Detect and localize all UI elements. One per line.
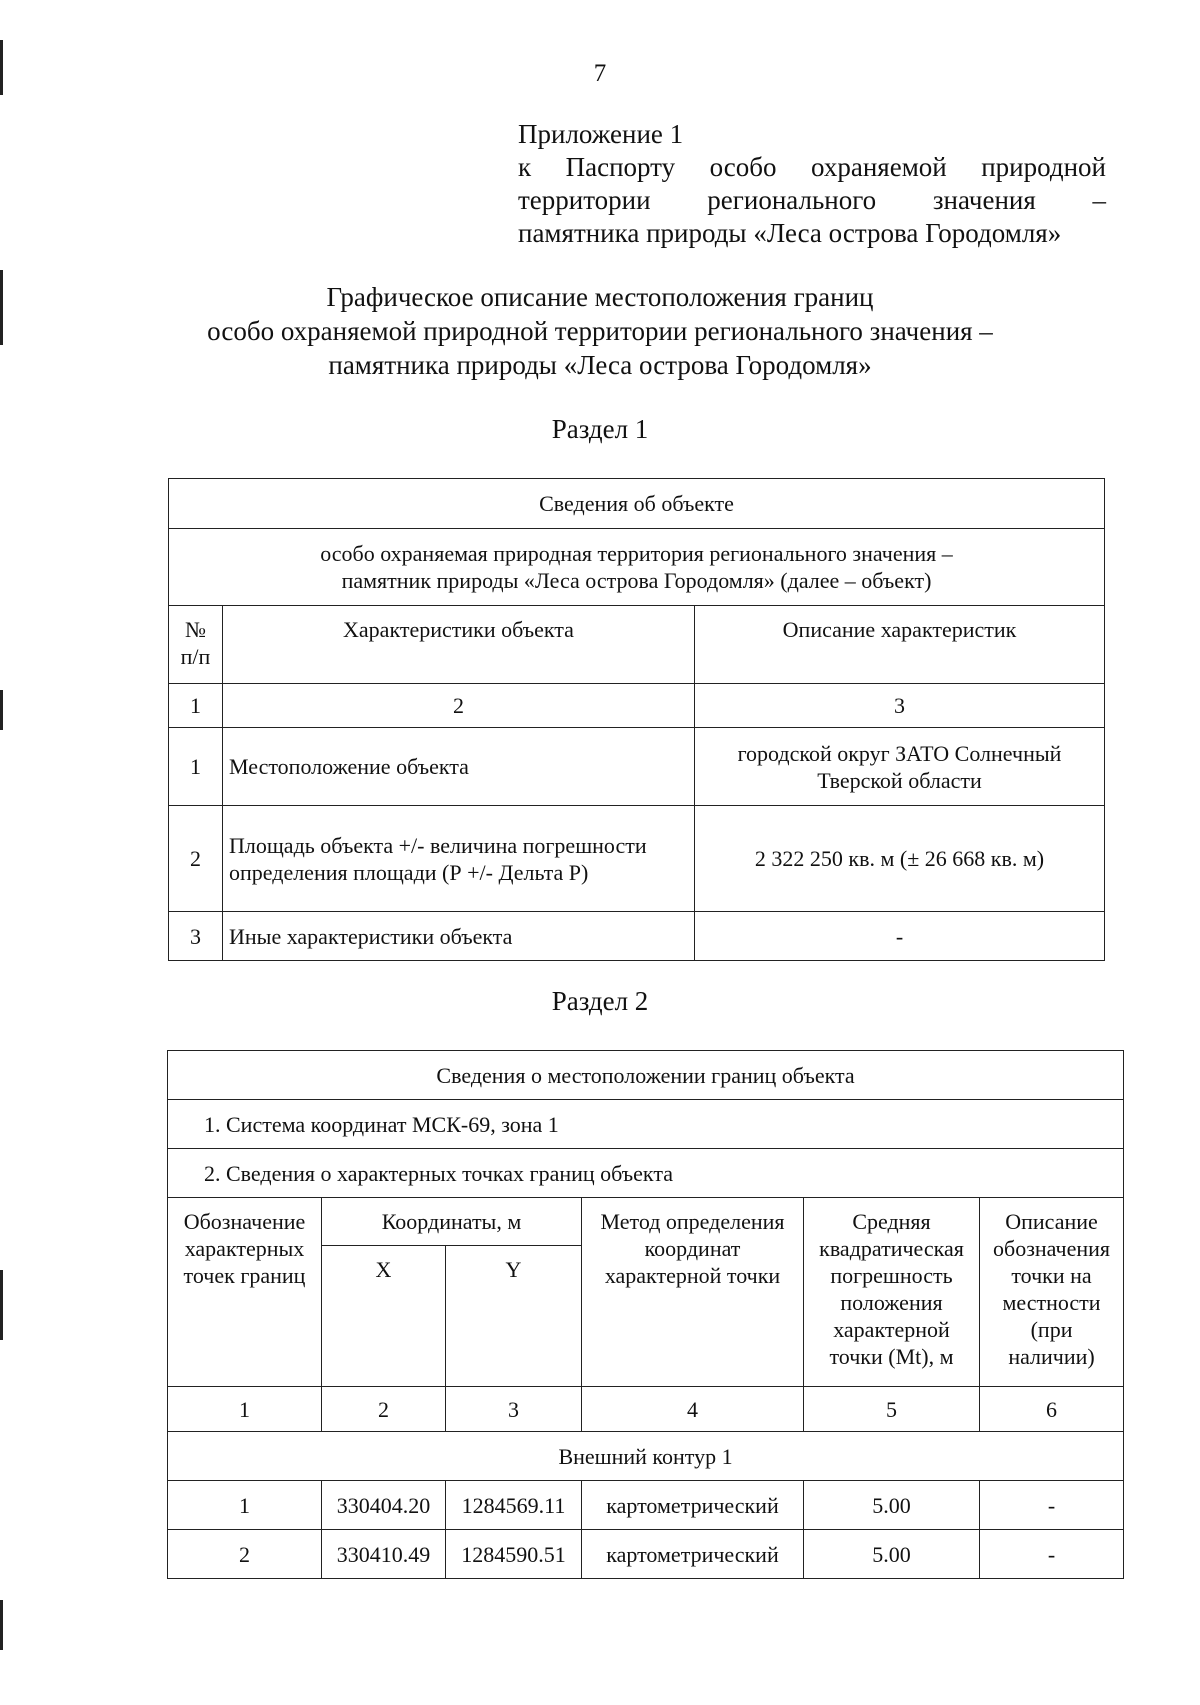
row-value: 2 322 250 кв. м (± 26 668 кв. м) bbox=[695, 806, 1105, 912]
appendix-line: Приложение 1 bbox=[518, 119, 684, 149]
row-characteristic: Иные характеристики объекта bbox=[223, 912, 695, 961]
row-characteristic: Местоположение объекта bbox=[223, 728, 695, 806]
coord-x: 330410.49 bbox=[322, 1530, 446, 1579]
table-row bbox=[169, 912, 1105, 961]
object-line: памятник природы «Леса острова Городомля» (далее – объект) bbox=[341, 568, 932, 593]
error-value: 5.00 bbox=[804, 1530, 980, 1579]
scan-edge-mark bbox=[0, 690, 3, 730]
col-header-y: Y bbox=[446, 1246, 582, 1387]
point-id: 2 bbox=[168, 1530, 322, 1579]
table-header: Сведения о местоположении границ объекта bbox=[168, 1051, 1124, 1100]
coord-y: 1284569.11 bbox=[446, 1481, 582, 1530]
section-1-heading: Раздел 1 bbox=[551, 414, 649, 444]
col-header-error: Средняя квадратическая погрешность положения характерной точки (Mt), м bbox=[804, 1198, 980, 1387]
appendix-reference bbox=[518, 118, 1106, 250]
object-line: особо охраняемая природная территория регионального значения – bbox=[320, 541, 953, 566]
table-row bbox=[169, 806, 1105, 912]
table-row bbox=[168, 1481, 1124, 1530]
row-value: - bbox=[695, 912, 1105, 961]
method: картометрический bbox=[582, 1481, 804, 1530]
point-description: - bbox=[980, 1530, 1124, 1579]
col-number: 2 bbox=[322, 1387, 446, 1432]
col-header-coordinates: Координаты, м bbox=[322, 1198, 582, 1246]
scan-edge-mark bbox=[0, 1600, 3, 1650]
table-row bbox=[169, 728, 1105, 806]
col-number: 3 bbox=[446, 1387, 582, 1432]
object-info-table bbox=[168, 478, 1105, 961]
col-header-description: Описание характеристик bbox=[695, 606, 1105, 684]
points-info-title: 2. Сведения о характерных точках границ объекта bbox=[168, 1149, 1124, 1198]
title-line: особо охраняемой природной территории регионального значения – bbox=[207, 316, 993, 346]
appendix-line: к Паспорту особо охраняемой природной bbox=[518, 152, 1106, 182]
col-header-x: X bbox=[322, 1246, 446, 1387]
row-number: 3 bbox=[169, 912, 223, 961]
col-number: 6 bbox=[980, 1387, 1124, 1432]
coord-y: 1284590.51 bbox=[446, 1530, 582, 1579]
method: картометрический bbox=[582, 1530, 804, 1579]
col-number: 1 bbox=[168, 1387, 322, 1432]
coordinate-system: 1. Система координат МСК-69, зона 1 bbox=[168, 1100, 1124, 1149]
appendix-line: территории регионального значения – bbox=[518, 185, 1106, 215]
row-number: 2 bbox=[169, 806, 223, 912]
col-header-number: № п/п bbox=[169, 606, 223, 684]
col-number: 3 bbox=[695, 684, 1105, 728]
col-number: 1 bbox=[169, 684, 223, 728]
coord-x: 330404.20 bbox=[322, 1481, 446, 1530]
row-value: городской округ ЗАТО Солнечный Тверской области bbox=[695, 728, 1105, 806]
col-header-points: Обозначение характерных точек границ bbox=[168, 1198, 322, 1387]
point-description: - bbox=[980, 1481, 1124, 1530]
scan-edge-mark bbox=[0, 1270, 3, 1340]
row-number: 1 bbox=[169, 728, 223, 806]
document-title bbox=[0, 280, 1200, 382]
contour-label: Внешний контур 1 bbox=[168, 1432, 1124, 1481]
table-header: Сведения об объекте bbox=[169, 479, 1105, 529]
boundary-info-table bbox=[167, 1050, 1124, 1579]
object-description bbox=[169, 529, 1105, 606]
col-header-method: Метод определения координат характерной точки bbox=[582, 1198, 804, 1387]
page-number: 7 bbox=[593, 60, 607, 87]
table-row bbox=[168, 1530, 1124, 1579]
col-header-description: Описание обозначения точки на местности (при наличии) bbox=[980, 1198, 1124, 1387]
title-line: памятника природы «Леса острова Городомля» bbox=[328, 350, 872, 380]
point-id: 1 bbox=[168, 1481, 322, 1530]
row-characteristic: Площадь объекта +/- величина погрешности определения площади (Р +/- Дельта Р) bbox=[223, 806, 695, 912]
appendix-line: памятника природы «Леса острова Городомля» bbox=[518, 218, 1062, 248]
title-line: Графическое описание местоположения границ bbox=[326, 282, 874, 312]
col-number: 4 bbox=[582, 1387, 804, 1432]
col-number: 5 bbox=[804, 1387, 980, 1432]
col-header-characteristics: Характеристики объекта bbox=[223, 606, 695, 684]
section-2-heading: Раздел 2 bbox=[551, 986, 649, 1016]
col-number: 2 bbox=[223, 684, 695, 728]
error-value: 5.00 bbox=[804, 1481, 980, 1530]
